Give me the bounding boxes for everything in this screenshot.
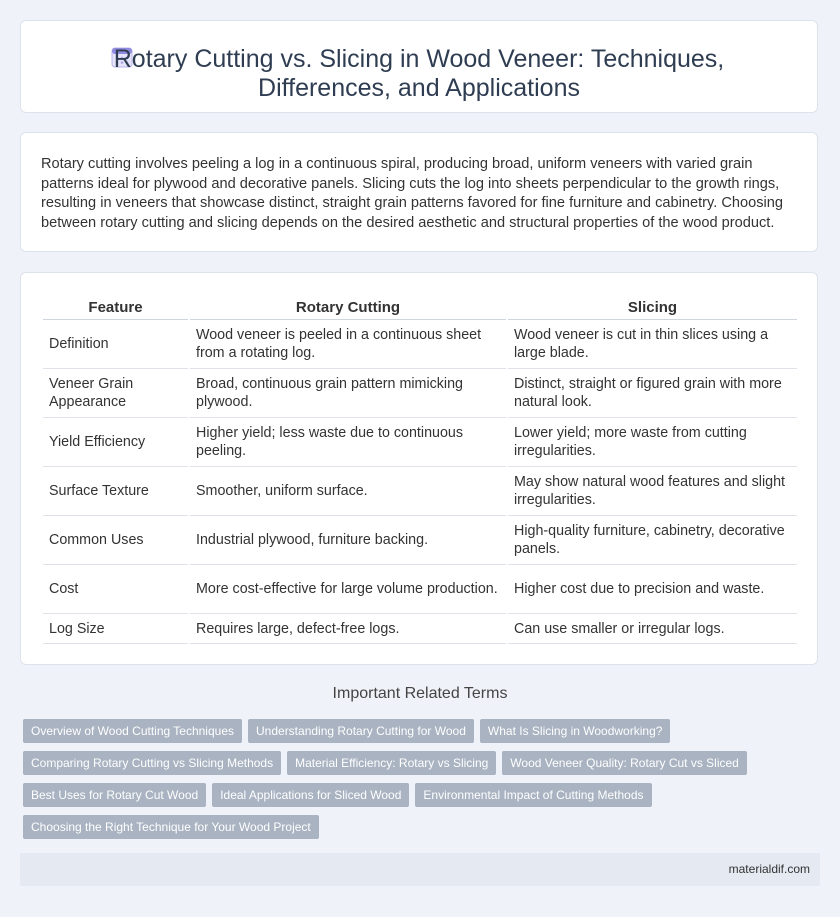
table-cell: Lower yield; more waste from cutting irregularities. bbox=[508, 418, 797, 467]
table-row bbox=[43, 516, 797, 565]
related-term-tag[interactable]: Choosing the Right Technique for Your Wood Project bbox=[23, 815, 319, 839]
table-cell: Requires large, defect-free logs. bbox=[190, 614, 506, 644]
related-term-tag[interactable]: Ideal Applications for Sliced Wood bbox=[212, 783, 409, 807]
table-cell: High-quality furniture, cabinetry, decorative panels. bbox=[508, 516, 797, 565]
table-cell: Yield Efficiency bbox=[43, 418, 188, 467]
related-term-tag[interactable]: What Is Slicing in Woodworking? bbox=[480, 719, 671, 743]
intro-paragraph: Rotary cutting involves peeling a log in a continuous spiral, producing broad, uniform veneers with varied grain patterns ideal for plywood and decorative panels. Slicing cuts the log into sheets perpendicular to the growth rings, resulting in veneers that showcase distinct, straight grain patterns favored for fine furniture and cabinetry. Choosing between rotary cutting and slicing depends on the desired aesthetic and structural properties of the wood product. bbox=[41, 156, 783, 231]
table-cell: Definition bbox=[43, 320, 188, 369]
table-cell: May show natural wood features and slight irregularities. bbox=[508, 467, 797, 516]
page-title: Rotary Cutting vs. Slicing in Wood Veneer: Techniques, Differences, and Applications bbox=[113, 45, 725, 102]
comparison-table bbox=[41, 295, 799, 644]
footer bbox=[20, 853, 820, 886]
column-header: Feature bbox=[43, 295, 188, 320]
table-cell: Industrial plywood, furniture backing. bbox=[190, 516, 506, 565]
table-cell: Veneer Grain Appearance bbox=[43, 369, 188, 418]
table-cell: Smoother, uniform surface. bbox=[190, 467, 506, 516]
related-term-tag[interactable]: Overview of Wood Cutting Techniques bbox=[23, 719, 242, 743]
table-cell: Distinct, straight or figured grain with more natural look. bbox=[508, 369, 797, 418]
related-term-tag[interactable]: Environmental Impact of Cutting Methods bbox=[415, 783, 651, 807]
table-row bbox=[43, 320, 797, 369]
table-cell: Broad, continuous grain pattern mimicking plywood. bbox=[190, 369, 506, 418]
table-row bbox=[43, 418, 797, 467]
table-cell: Surface Texture bbox=[43, 467, 188, 516]
table-row bbox=[43, 369, 797, 418]
table-cell: More cost-effective for large volume production. bbox=[190, 565, 506, 614]
table-row bbox=[43, 565, 797, 614]
table-cell: Can use smaller or irregular logs. bbox=[508, 614, 797, 644]
table-row bbox=[43, 467, 797, 516]
column-header: Slicing bbox=[508, 295, 797, 320]
table-cell: Wood veneer is cut in thin slices using a large blade. bbox=[508, 320, 797, 369]
related-terms-title: Important Related Terms bbox=[332, 685, 508, 702]
table-cell: Wood veneer is peeled in a continuous sheet from a rotating log. bbox=[190, 320, 506, 369]
related-term-tag[interactable]: Material Efficiency: Rotary vs Slicing bbox=[287, 751, 496, 775]
related-term-tag[interactable]: Comparing Rotary Cutting vs Slicing Methods bbox=[23, 751, 281, 775]
table-header-row bbox=[43, 295, 797, 320]
table-cell: Cost bbox=[43, 565, 188, 614]
related-terms bbox=[23, 719, 803, 847]
intro-card bbox=[20, 132, 818, 252]
table-cell: Higher yield; less waste due to continuous peeling. bbox=[190, 418, 506, 467]
table-cell: Higher cost due to precision and waste. bbox=[508, 565, 797, 614]
footer-site-link[interactable]: materialdif.com bbox=[728, 862, 810, 876]
related-term-tag[interactable]: Best Uses for Rotary Cut Wood bbox=[23, 783, 206, 807]
related-term-tag[interactable]: Understanding Rotary Cutting for Wood bbox=[248, 719, 474, 743]
related-term-tag[interactable]: Wood Veneer Quality: Rotary Cut vs Sliced bbox=[502, 751, 747, 775]
table-cell: Log Size bbox=[43, 614, 188, 644]
table-row bbox=[43, 614, 797, 644]
table-card bbox=[20, 272, 818, 665]
column-header: Rotary Cutting bbox=[190, 295, 506, 320]
table-cell: Common Uses bbox=[43, 516, 188, 565]
header-card bbox=[20, 20, 818, 113]
